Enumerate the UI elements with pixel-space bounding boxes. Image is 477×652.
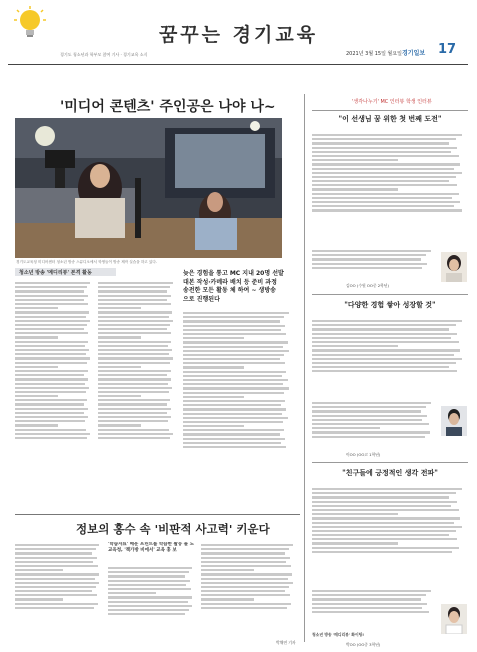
- text-line: [15, 437, 87, 439]
- text-line: [183, 346, 283, 348]
- text-line: [15, 374, 84, 376]
- text-line: [312, 496, 449, 498]
- text-line: [312, 423, 429, 425]
- text-line: [15, 557, 97, 559]
- text-line: [183, 320, 280, 322]
- text-line: [15, 565, 98, 567]
- text-line: [312, 431, 430, 433]
- text-line: [183, 325, 285, 327]
- second-headline: 정보의 홍수 속 '비판적 사고력' 키운다: [76, 522, 270, 536]
- text-line: [312, 168, 454, 170]
- text-line: [312, 594, 426, 596]
- interview-2-rule: [312, 294, 468, 295]
- text-line: [15, 598, 63, 600]
- masthead-subtitle: 경기도 청소년과 학부모 참여 기사 · 경기교육 소식: [60, 52, 148, 57]
- text-line: [183, 333, 286, 335]
- text-line: [183, 358, 280, 360]
- text-line: [108, 613, 185, 615]
- text-line: [312, 209, 462, 211]
- text-line: [312, 188, 398, 190]
- text-line: [201, 544, 293, 546]
- page-number: 17: [438, 42, 457, 57]
- text-line: [15, 391, 86, 393]
- text-line: [312, 341, 459, 343]
- text-line: [312, 254, 426, 256]
- text-line: [15, 582, 99, 584]
- text-line: [312, 358, 462, 360]
- text-line: [312, 197, 452, 199]
- text-line: [312, 134, 462, 136]
- text-line: [98, 399, 170, 401]
- text-line: [15, 282, 90, 284]
- text-line: [183, 413, 282, 415]
- text-line: [312, 513, 398, 515]
- text-line: [201, 573, 292, 575]
- second-byline: 박채연 기자: [276, 640, 296, 645]
- section-tag-text: 청소년 방송 '메디리뷰' 본격 활동: [19, 270, 92, 276]
- text-line: [108, 588, 191, 590]
- text-line: [183, 433, 280, 435]
- text-line: [15, 424, 58, 426]
- text-line: [15, 578, 95, 580]
- text-line: [98, 374, 167, 376]
- text-line: [312, 138, 456, 140]
- text-line: [15, 316, 86, 318]
- text-line: [108, 605, 192, 607]
- text-line: [15, 357, 90, 359]
- text-line: [183, 371, 286, 373]
- text-line: [201, 552, 285, 554]
- lead-body-column-3: [183, 310, 293, 510]
- text-line: [201, 603, 291, 605]
- text-line: [98, 366, 141, 368]
- text-line: [312, 349, 460, 351]
- text-line: [98, 387, 172, 389]
- interview-3-body-tail: [312, 588, 436, 628]
- interview-1-body-tail: [312, 248, 436, 278]
- text-line: [201, 548, 289, 550]
- text-line: [98, 290, 167, 292]
- second-body-column-1: [15, 542, 103, 642]
- text-line: [108, 567, 192, 569]
- text-line: [183, 329, 281, 331]
- newspaper-label: 경기일보: [402, 50, 426, 57]
- text-line: [15, 320, 90, 322]
- text-line: [15, 370, 88, 372]
- text-line: [312, 530, 456, 532]
- section-divider: [15, 514, 300, 515]
- text-line: [15, 295, 88, 297]
- text-line: [98, 416, 171, 418]
- interview-3-name: 박OO (OO중 3학년): [346, 642, 381, 647]
- portrait-3-illustration: [441, 604, 467, 634]
- text-line: [201, 561, 286, 563]
- interview-1-name: 김OO (수원 OO중 2학년): [346, 283, 389, 288]
- text-line: [183, 362, 285, 364]
- text-line: [201, 594, 290, 596]
- text-line: [108, 580, 190, 582]
- text-line: [98, 311, 172, 313]
- text-line: [312, 611, 429, 613]
- interview-3-headline: "친구들에 긍정적인 생각 전파": [342, 468, 438, 477]
- text-line: [98, 295, 171, 297]
- lead-headline: '미디어 콘텐츠' 주인공은 나야 나~: [60, 99, 276, 115]
- text-line: [98, 324, 170, 326]
- interview-2-portrait: [441, 406, 467, 436]
- text-line: [312, 320, 462, 322]
- text-line: [98, 303, 171, 305]
- text-line: [15, 307, 58, 309]
- text-line: [312, 163, 460, 165]
- text-line: [312, 201, 460, 203]
- text-line: [15, 353, 86, 355]
- text-line: [183, 312, 289, 314]
- text-line: [312, 193, 459, 195]
- lead-body-column-1: [15, 280, 93, 510]
- text-line: [98, 412, 167, 414]
- text-line: [312, 542, 398, 544]
- text-line: [312, 410, 421, 412]
- text-line: [201, 582, 293, 584]
- text-line: [15, 586, 96, 588]
- text-line: [183, 438, 285, 440]
- text-line: [312, 406, 426, 408]
- text-line: [312, 501, 457, 503]
- text-line: [108, 571, 189, 573]
- text-line: [183, 366, 244, 368]
- section-tag: [15, 268, 116, 276]
- text-line: [15, 387, 89, 389]
- text-line: [312, 547, 459, 549]
- text-line: [312, 402, 431, 404]
- interview-2-body-tail: [312, 400, 436, 456]
- interview-1-rule: [312, 110, 468, 111]
- text-line: [312, 436, 425, 438]
- text-line: [98, 424, 141, 426]
- text-line: [201, 598, 254, 600]
- text-line: [98, 353, 169, 355]
- text-line: [183, 417, 288, 419]
- text-line: [15, 336, 58, 338]
- text-line: [98, 370, 171, 372]
- text-line: [98, 395, 141, 397]
- text-line: [183, 354, 284, 356]
- text-line: [15, 299, 84, 301]
- text-line: [183, 442, 281, 444]
- text-line: [312, 534, 449, 536]
- text-line: [98, 362, 170, 364]
- pull-quote: [183, 270, 291, 304]
- text-line: [15, 594, 97, 596]
- text-line: [312, 333, 457, 335]
- studio-photo: [15, 118, 282, 258]
- text-line: [183, 425, 244, 427]
- text-line: [15, 433, 90, 435]
- second-subhead-text: '학습자료' 배운 프린트를 학습한 활동 돌 도교육청, '책가방 비에서' 교육 홍 보: [108, 542, 195, 553]
- text-line: [183, 383, 283, 385]
- text-line: [108, 601, 188, 603]
- text-line: [312, 517, 460, 519]
- text-line: [98, 299, 167, 301]
- text-line: [15, 416, 88, 418]
- text-line: [98, 378, 171, 380]
- text-line: [201, 590, 285, 592]
- text-line: [98, 357, 173, 359]
- text-line: [183, 400, 285, 402]
- text-line: [201, 565, 291, 567]
- text-line: [312, 147, 457, 149]
- text-line: [183, 375, 282, 377]
- text-line: [312, 366, 449, 368]
- text-line: [183, 379, 288, 381]
- interview-1-portrait: [441, 252, 467, 282]
- text-line: [108, 609, 189, 611]
- second-body-column-3: [201, 542, 297, 638]
- text-line: [312, 176, 456, 178]
- text-line: [312, 551, 452, 553]
- text-line: [312, 538, 457, 540]
- text-line: [15, 590, 92, 592]
- closing-line: 청소년 방송 '메디리뷰' 화이팅!: [312, 632, 365, 637]
- text-line: [312, 155, 459, 157]
- text-line: [183, 446, 286, 448]
- interview-2-headline: "다양한 경험 쌓아 성장할 것": [344, 300, 436, 309]
- masthead-title: 꿈꾸는 경기교육: [158, 24, 319, 46]
- text-line: [312, 172, 462, 174]
- text-line: [312, 492, 456, 494]
- text-line: [15, 383, 85, 385]
- text-line: [108, 592, 156, 594]
- text-line: [15, 573, 99, 575]
- text-line: [98, 383, 168, 385]
- text-line: [312, 263, 427, 265]
- masthead-divider: [8, 64, 468, 65]
- text-line: [312, 526, 462, 528]
- text-line: [312, 267, 422, 269]
- text-line: [183, 337, 244, 339]
- text-line: [98, 420, 168, 422]
- text-line: [183, 429, 284, 431]
- text-line: [15, 403, 84, 405]
- text-line: [98, 341, 171, 343]
- text-line: [312, 205, 454, 207]
- pull-quote-line: 늦은 경험을 통고 MC 지내 20명 선발: [183, 270, 284, 277]
- text-line: [98, 316, 169, 318]
- right-column-tag: '생각나누기' MC 인터뷰 학생 인터뷰: [352, 99, 432, 105]
- text-line: [312, 370, 457, 372]
- text-line: [15, 429, 86, 431]
- second-subhead: [108, 542, 198, 562]
- text-line: [312, 522, 454, 524]
- text-line: [98, 332, 171, 334]
- text-line: [98, 429, 169, 431]
- text-line: [183, 408, 286, 410]
- text-line: [15, 324, 87, 326]
- text-line: [312, 345, 398, 347]
- text-line: [312, 598, 421, 600]
- text-line: [15, 552, 92, 554]
- text-line: [15, 362, 87, 364]
- portrait-2-illustration: [441, 406, 467, 436]
- text-line: [312, 354, 454, 356]
- interview-1-headline: "이 선생님 꿈 위한 첫 번째 도전": [338, 114, 442, 123]
- text-line: [312, 142, 449, 144]
- interview-1-body: [312, 132, 468, 246]
- text-line: [15, 378, 88, 380]
- text-line: [312, 362, 456, 364]
- text-line: [98, 437, 170, 439]
- text-line: [98, 320, 173, 322]
- text-line: [15, 366, 58, 368]
- text-line: [183, 404, 281, 406]
- text-line: [312, 603, 427, 605]
- text-line: [98, 328, 167, 330]
- text-line: [15, 544, 99, 546]
- text-line: [312, 250, 431, 252]
- issue-date: 2021년 3월 15일 월요일: [346, 51, 403, 57]
- text-line: [98, 282, 173, 284]
- text-line: [15, 569, 63, 571]
- text-line: [312, 419, 422, 421]
- text-line: [15, 332, 88, 334]
- photo-caption: 경기도교육청 미디어센터 청소년 방송 스튜디오에서 학생들이 방송 제작 실습을 하고 있다.: [16, 260, 158, 264]
- text-line: [312, 324, 456, 326]
- text-line: [15, 412, 84, 414]
- text-line: [312, 151, 451, 153]
- text-line: [183, 392, 284, 394]
- masthead: [0, 0, 477, 92]
- text-line: [15, 607, 94, 609]
- text-line: [201, 607, 287, 609]
- text-line: [312, 258, 421, 260]
- text-line: [98, 336, 141, 338]
- right-column-divider: [304, 94, 305, 642]
- text-line: [201, 578, 288, 580]
- interview-2-name: 이OO (OO고 1학년): [346, 452, 381, 457]
- text-line: [312, 337, 451, 339]
- text-line: [15, 548, 96, 550]
- interview-3-rule: [312, 462, 468, 463]
- pull-quote-line: 대본 작성·카메라 배치 등 준비 과정: [183, 278, 277, 286]
- text-line: [312, 159, 398, 161]
- text-line: [15, 420, 85, 422]
- text-line: [108, 596, 192, 598]
- text-line: [201, 557, 290, 559]
- pull-quote-line: 으로 진행된다: [183, 295, 220, 303]
- text-line: [15, 408, 88, 410]
- text-line: [312, 509, 459, 511]
- interview-3-portrait: [441, 604, 467, 634]
- text-line: [15, 561, 93, 563]
- text-line: [15, 311, 89, 313]
- text-line: [183, 341, 288, 343]
- pull-quote-line: 송전한 모든 활동 체 하여 ~ 생방송: [183, 287, 276, 294]
- text-line: [15, 328, 84, 330]
- text-line: [15, 303, 88, 305]
- text-line: [15, 290, 84, 292]
- lead-body-column-2: [98, 280, 176, 510]
- text-line: [312, 505, 451, 507]
- text-line: [201, 569, 254, 571]
- text-line: [183, 396, 244, 398]
- interview-2-body: [312, 318, 468, 398]
- text-line: [312, 488, 462, 490]
- second-body-column-2: [108, 565, 196, 642]
- studio-photo-illustration: [15, 118, 282, 258]
- text-line: [183, 387, 289, 389]
- text-line: [312, 180, 449, 182]
- text-line: [108, 584, 186, 586]
- text-line: [15, 603, 98, 605]
- text-line: [98, 408, 171, 410]
- text-line: [312, 328, 449, 330]
- text-line: [98, 307, 141, 309]
- portrait-1-illustration: [441, 252, 467, 282]
- text-line: [312, 427, 380, 429]
- text-line: [98, 349, 172, 351]
- text-line: [15, 345, 85, 347]
- interview-3-body: [312, 486, 468, 586]
- text-line: [108, 575, 185, 577]
- text-line: [183, 316, 284, 318]
- text-line: [98, 286, 170, 288]
- text-line: [312, 184, 457, 186]
- text-line: [15, 349, 89, 351]
- text-line: [98, 391, 169, 393]
- text-line: [312, 607, 422, 609]
- text-line: [98, 345, 168, 347]
- text-line: [183, 421, 283, 423]
- text-line: [183, 350, 289, 352]
- text-line: [98, 403, 167, 405]
- text-line: [15, 395, 58, 397]
- text-line: [15, 286, 87, 288]
- text-line: [201, 586, 289, 588]
- text-line: [15, 399, 87, 401]
- text-line: [15, 341, 88, 343]
- text-line: [312, 415, 427, 417]
- text-line: [312, 590, 431, 592]
- text-line: [98, 433, 173, 435]
